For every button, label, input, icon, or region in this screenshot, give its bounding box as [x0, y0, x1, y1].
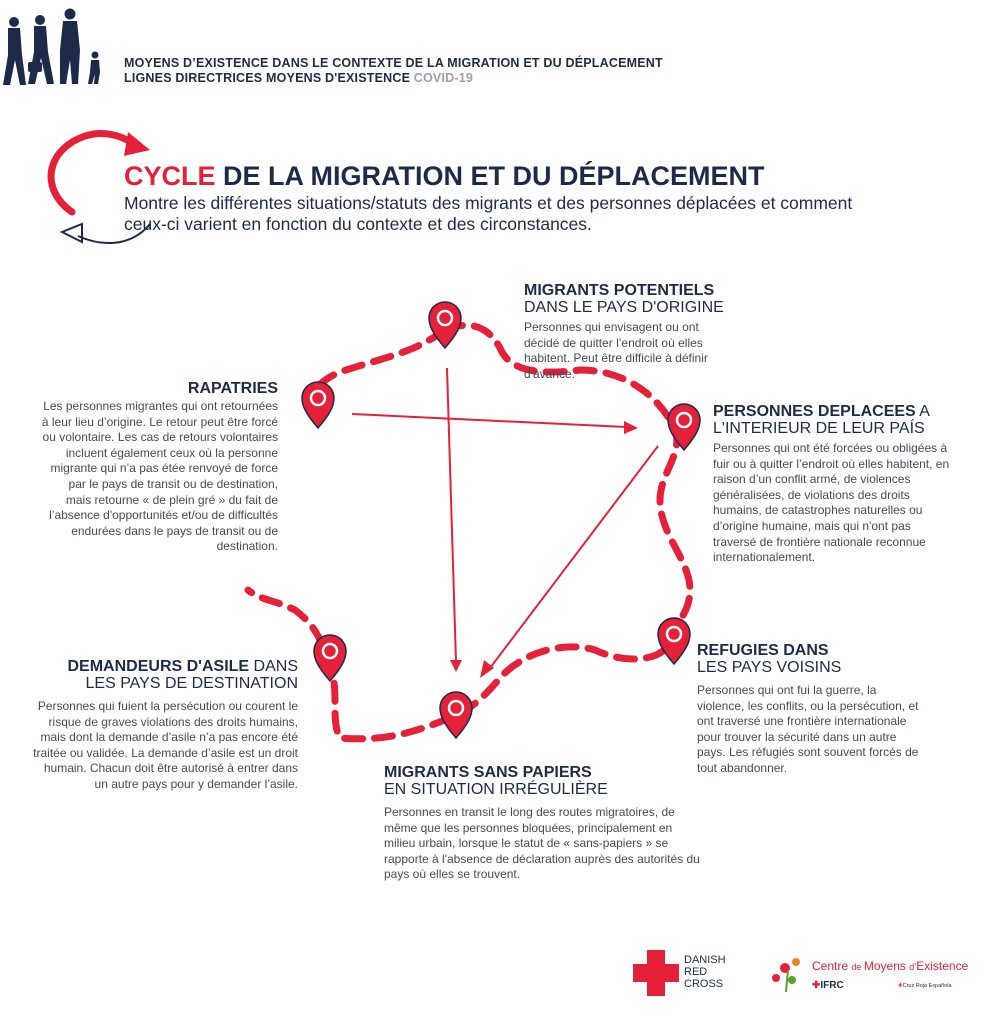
node-subtitle: LES PAYS DE DESTINATION [85, 675, 298, 692]
node-title: REFUGIES DANS [697, 642, 829, 659]
header-line-2 [124, 71, 663, 86]
node-title-light: A [915, 403, 930, 420]
node-description: Personnes qui ont été forcées ou obligées à fuir ou à quitter l’endroit où elles habitent, en raison d’un conflit armé, de violences généralisées, de violations des droits humains, de catastrophes naturelles ou d’origine humaine, mais qui n'ont pas traversé de frontière nationale reconnue internationalement. [713, 441, 950, 565]
location-pin-icon [314, 635, 346, 681]
header-line-2-main: LIGNES DIRECTRICES MOYENS D'EXISTENCE [124, 71, 414, 85]
header-line-2-covid: COVID-19 [413, 71, 474, 85]
node-description: Personnes qui fuient la persécution ou courent le risque de graves violations des droits humains, mais dont la demande d’asile n’a pas encore été traitée ou validée. La demande d’asile est un droit humain. Chacun doit être autorisé à entrer dans un autre pays pour y demander l’asile. [33, 699, 298, 791]
location-pin-icon [668, 404, 700, 450]
logo-text: Existence [916, 959, 969, 973]
node-description: Personnes qui ont fui la guerre, la violence, les conflits, ou la persécution, et ont traversé une frontière internationale pour trouver la sécurité dans un autre pays. Les réfugiés sont souvent forcés de tout abandonner. [697, 683, 919, 775]
header-line-1: MOYENS D’EXISTENCE DANS LE CONTEXTE DE LA MIGRATION ET DU DÉPLACEMENT [124, 56, 663, 70]
red-cross-logo-icon [633, 950, 679, 996]
node-asylum-seekers [30, 658, 298, 793]
node-subtitle: L'INTERIEUR DE LEUR PAÍS [713, 420, 925, 437]
node-subtitle: LES PAYS VOISINS [697, 659, 842, 676]
spanish-red-cross-text: Cruz Roja Española [902, 983, 952, 989]
page-subtitle: Montre les différentes situations/statuts des migrants et des personnes déplacées et comment ceux-ci varient en fonction du contexte et des circonstances. [124, 193, 853, 234]
livelihood-centre-flower-icon [772, 958, 800, 992]
logo-line: CROSS [684, 978, 724, 990]
danish-red-cross-logo [684, 954, 726, 990]
livelihood-centre-logo [812, 959, 968, 973]
node-description: Les personnes migrantes qui ont retournées à leur lieu d’origine. Le retour peut être forcé ou volontaire. Les cas de retours volontaires incluent également ceux où la personne migrante qui n’a pas étée renvoyé de force par le pays de transit ou de destination, mais retourne « de plein gré » du fait de l’absence d'opportunités et/ou de difficultés endurées dans le pays de transit ou de destination. [41, 399, 278, 554]
title-highlight: CYCLE [124, 161, 216, 191]
logo-text: d’ [909, 962, 917, 972]
node-title [713, 403, 963, 420]
node-potential-migrants [524, 282, 754, 382]
ifrc-logo: ✚IFRC [812, 980, 844, 991]
logo-line: DANISH [684, 954, 726, 966]
node-description: Personnes qui envisagent ou ont décidé de quitter l’endroit où elles habitent. Peut être difficile à définir d'avance. [524, 320, 708, 381]
node-refugees [697, 642, 927, 777]
cycle-internal-arrows [352, 368, 658, 678]
logo-text: Centre [812, 959, 852, 973]
location-pin-icon [658, 618, 690, 664]
spanish-red-cross-logo: ✚Cruz Roja Española [898, 983, 952, 989]
node-title: MIGRANTS POTENTIELS [524, 282, 715, 299]
logo-line: RED [684, 966, 708, 978]
location-pin-icon [440, 692, 472, 738]
node-repatriated [40, 380, 278, 555]
node-title [30, 658, 298, 675]
node-undocumented-migrants [384, 764, 704, 883]
node-subtitle: EN SITUATION IRRÉGULIÈRE [384, 781, 608, 798]
document-header [124, 56, 663, 86]
node-title: RAPATRIES [187, 380, 278, 397]
ifrc-text: IFRC [820, 980, 844, 991]
title-rest: DE LA MIGRATION ET DU DÉPLACEMENT [215, 161, 765, 191]
node-subtitle: DANS LE PAYS D'ORIGINE [524, 299, 724, 316]
node-title-light: DANS [249, 658, 298, 675]
location-pin-icon [302, 382, 334, 428]
migrant-family-silhouette-icon [3, 9, 100, 86]
node-internally-displaced [713, 403, 963, 566]
node-description: Personnes en transit le long des routes migratoires, de même que les personnes bloquées, principalement en milieu urbain, lorsque le statut de « sans-papiers » se rapporte à l'absence de déclaration auprès des autorités du pays où elles se trouvent. [384, 805, 700, 882]
node-title: MIGRANTS SANS PAPIERS [384, 764, 592, 781]
logo-text: Moyens [863, 959, 910, 973]
logo-text: de [851, 962, 864, 972]
node-title-bold: PERSONNES DEPLACEES [713, 403, 916, 420]
page-title [124, 160, 765, 192]
node-title-bold: DEMANDEURS D'ASILE [67, 658, 250, 675]
